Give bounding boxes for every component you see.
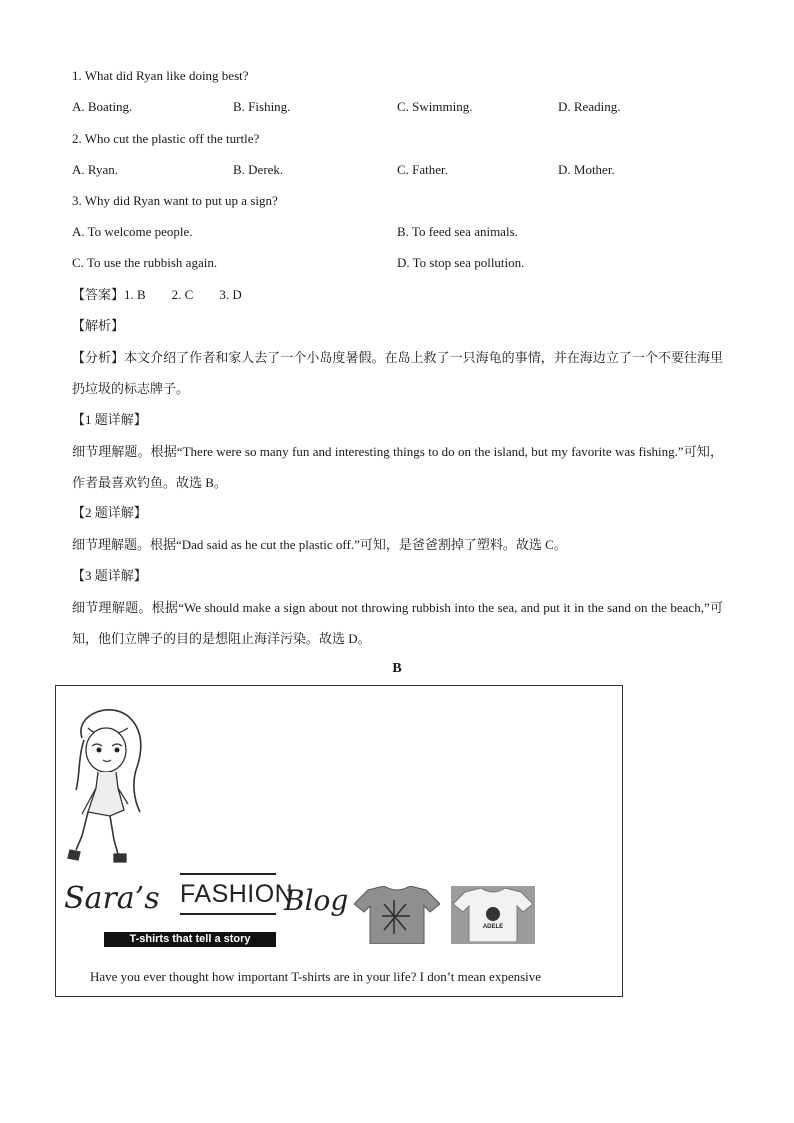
- question-2-option-d: D. Mother.: [558, 162, 615, 177]
- blog-intro-text: Have you ever thought how important T-shirts are in your life? I don’t mean expensive: [90, 969, 542, 984]
- tshirt-2-shape: [453, 888, 533, 942]
- section-label: B: [392, 661, 402, 676]
- question-1-option-c: C. Swimming.: [397, 99, 473, 114]
- tshirt-2-print: ADELE: [482, 924, 504, 930]
- brand-script-right: Blog: [284, 884, 349, 917]
- detail-1-heading: 【1 题详解】: [72, 412, 147, 427]
- tshirt-2-image: [451, 886, 535, 944]
- question-2-stem: 2. Who cut the plastic off the turtle?: [72, 131, 260, 146]
- detail-3-heading: 【3 题详解】: [72, 568, 147, 583]
- question-3-option-b: B. To feed sea animals.: [397, 224, 518, 239]
- question-2-option-b: B. Derek.: [233, 162, 284, 177]
- analysis-heading: 【解析】: [72, 318, 125, 333]
- detail-1-text: 细节理解题。根据“There were so many fun and interesting things to do on the island, but my favorite was fishing.”可知，作者最喜欢钓鱼。故选 B。: [72, 444, 723, 490]
- detail-3-text: 细节理解题。根据“We should make a sign about not throwing rubbish into the sea, and put it in the sand on the beach,”可知，他们立牌子的目的是想阻止海洋污染。故选 D。: [72, 600, 723, 646]
- question-2-option-a: A. Ryan.: [72, 162, 119, 177]
- question-3-option-c: C. To use the rubbish again.: [72, 255, 218, 270]
- question-3-option-d: D. To stop sea pollution.: [397, 255, 525, 270]
- question-1-option-a: A. Boating.: [72, 99, 133, 114]
- tshirt-1-image: [354, 886, 440, 944]
- question-3-option-a: A. To welcome people.: [72, 224, 193, 239]
- question-1-stem: 1. What did Ryan like doing best?: [72, 68, 249, 83]
- question-1-option-d: D. Reading.: [558, 99, 621, 114]
- question-1-option-b: B. Fishing.: [233, 99, 291, 114]
- blog-excerpt-box: [55, 685, 623, 997]
- brand-script-left: Sara’s: [64, 881, 160, 916]
- blog-tagline: T-shirts that tell a story: [104, 932, 276, 947]
- analysis-intro: 【分析】本文介绍了作者和家人去了一个小岛度暑假。在岛上救了一只海龟的事情，并在海边立了一个不要往海里扔垃圾的标志牌子。: [72, 350, 723, 396]
- question-3-stem: 3. Why did Ryan want to put up a sign?: [72, 193, 278, 208]
- answer-line: 【答案】1. B 2. C 3. D: [72, 287, 242, 302]
- brand-fashion-word: FASHION: [180, 873, 276, 915]
- question-2-option-c: C. Father.: [397, 162, 448, 177]
- detail-2-heading: 【2 题详解】: [72, 505, 147, 520]
- detail-2-text: 细节理解题。根据“Dad said as he cut the plastic off.”可知，是爸爸割掉了塑料。故选 C。: [72, 537, 567, 552]
- girl-illustration: [62, 704, 154, 870]
